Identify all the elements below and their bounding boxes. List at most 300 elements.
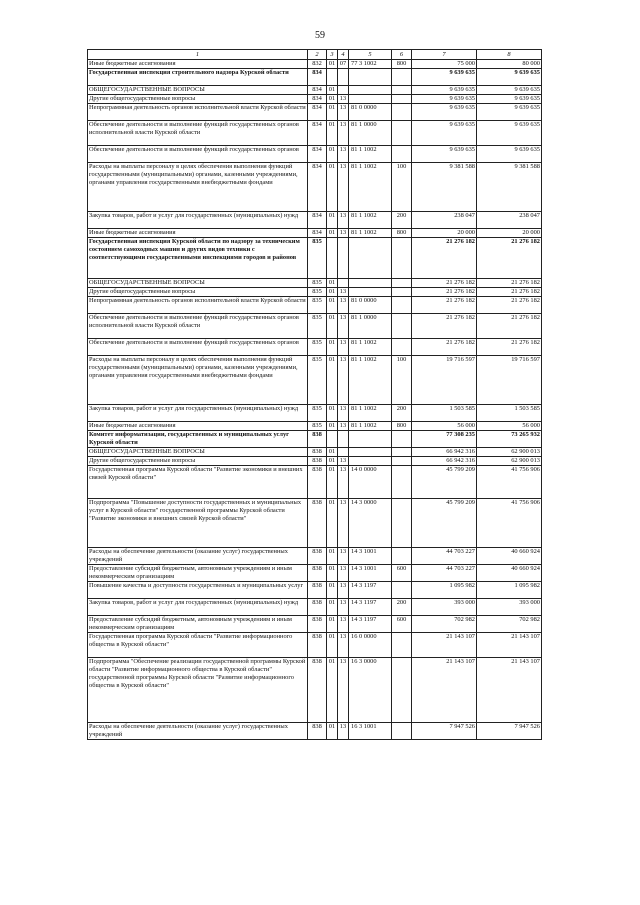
section-code-cell: 01	[327, 339, 338, 356]
row-name-cell: Государственная инспекция строительного надзора Курской области	[88, 69, 308, 86]
row-name-cell: Иные бюджетные ассигнования	[88, 422, 308, 431]
expense-type-cell	[392, 297, 412, 314]
section-code-cell: 01	[327, 616, 338, 633]
page-number: 59	[315, 30, 325, 41]
subsection-code-cell	[338, 431, 349, 448]
amount-year1-cell: 44 703 227	[412, 548, 477, 565]
section-code-cell: 01	[327, 599, 338, 616]
target-article-cell	[349, 457, 392, 466]
table-row	[88, 448, 542, 457]
amount-year1-cell: 21 143 107	[412, 633, 477, 658]
target-article-cell	[349, 288, 392, 297]
subsection-code-cell: 13	[338, 466, 349, 499]
amount-year1-cell: 9 639 635	[412, 146, 477, 163]
target-article-cell: 81 1 0000	[349, 121, 392, 146]
expense-type-cell	[392, 633, 412, 658]
table-row	[88, 616, 542, 633]
admin-code-cell: 838	[308, 448, 327, 457]
expense-type-cell: 100	[392, 163, 412, 212]
row-name-cell: Другие общегосударственные вопросы	[88, 95, 308, 104]
target-article-cell: 81 1 0000	[349, 314, 392, 339]
table-row	[88, 297, 542, 314]
amount-year2-cell: 702 982	[477, 616, 542, 633]
target-article-cell: 14 3 1001	[349, 548, 392, 565]
expense-type-cell: 600	[392, 616, 412, 633]
amount-year1-cell: 1 095 982	[412, 582, 477, 599]
amount-year2-cell: 80 000	[477, 60, 542, 69]
section-code-cell: 01	[327, 499, 338, 548]
amount-year2-cell: 9 639 635	[477, 95, 542, 104]
amount-year1-cell: 21 276 182	[412, 339, 477, 356]
expense-type-cell: 100	[392, 356, 412, 405]
row-name-cell: Закупка товаров, работ и услуг для государственных (муниципальных) нужд	[88, 599, 308, 616]
target-article-cell: 81 1 1002	[349, 422, 392, 431]
target-article-cell: 14 3 1197	[349, 582, 392, 599]
expense-type-cell: 800	[392, 422, 412, 431]
expense-type-cell	[392, 69, 412, 86]
amount-year2-cell: 40 660 924	[477, 548, 542, 565]
target-article-cell: 16 3 0000	[349, 658, 392, 723]
admin-code-cell: 835	[308, 297, 327, 314]
admin-code-cell: 835	[308, 356, 327, 405]
target-article-cell: 16 3 1001	[349, 723, 392, 740]
admin-code-cell: 838	[308, 633, 327, 658]
table-row	[88, 121, 542, 146]
target-article-cell: 81 1 1002	[349, 356, 392, 405]
row-name-cell: Предоставление субсидий бюджетным, автономным учреждениям и иным некоммерческим организациям	[88, 565, 308, 582]
subsection-code-cell: 13	[338, 163, 349, 212]
table-row	[88, 69, 542, 86]
section-code-cell	[327, 431, 338, 448]
column-header: 8	[477, 50, 542, 60]
table-row	[88, 229, 542, 238]
subsection-code-cell: 13	[338, 457, 349, 466]
admin-code-cell: 835	[308, 288, 327, 297]
amount-year2-cell: 9 639 635	[477, 104, 542, 121]
row-name-cell: Предоставление субсидий бюджетным, автономным учреждениям и иным некоммерческим организациям	[88, 616, 308, 633]
expense-type-cell	[392, 314, 412, 339]
section-code-cell: 01	[327, 723, 338, 740]
target-article-cell: 81 1 1002	[349, 212, 392, 229]
admin-code-cell: 835	[308, 238, 327, 279]
admin-code-cell: 835	[308, 314, 327, 339]
row-name-cell: Обеспечение деятельности и выполнение функций государственных органов исполнительной власти Курской области	[88, 314, 308, 339]
amount-year1-cell: 45 799 209	[412, 499, 477, 548]
amount-year2-cell: 9 639 635	[477, 121, 542, 146]
expense-type-cell	[392, 146, 412, 163]
row-name-cell: Повышение качества и доступности государственных и муниципальных услуг	[88, 582, 308, 599]
table-row	[88, 565, 542, 582]
table-row	[88, 104, 542, 121]
subsection-code-cell: 13	[338, 723, 349, 740]
amount-year2-cell: 62 900 013	[477, 448, 542, 457]
amount-year1-cell: 393 000	[412, 599, 477, 616]
amount-year1-cell: 45 799 209	[412, 466, 477, 499]
section-code-cell: 01	[327, 356, 338, 405]
target-article-cell: 14 3 0000	[349, 499, 392, 548]
amount-year2-cell: 21 276 182	[477, 279, 542, 288]
row-name-cell: Закупка товаров, работ и услуг для государственных (муниципальных) нужд	[88, 405, 308, 422]
table-row	[88, 95, 542, 104]
admin-code-cell: 835	[308, 279, 327, 288]
table-row	[88, 658, 542, 723]
amount-year2-cell: 21 276 182	[477, 297, 542, 314]
target-article-cell: 81 1 1002	[349, 229, 392, 238]
subsection-code-cell: 13	[338, 499, 349, 548]
amount-year1-cell: 238 047	[412, 212, 477, 229]
amount-year1-cell: 9 639 635	[412, 121, 477, 146]
subsection-code-cell: 13	[338, 297, 349, 314]
row-name-cell: Государственная программа Курской области "Развитие информационного общества в Курской области"	[88, 633, 308, 658]
admin-code-cell: 838	[308, 457, 327, 466]
amount-year2-cell: 21 143 107	[477, 658, 542, 723]
target-article-cell: 81 1 1002	[349, 405, 392, 422]
section-code-cell: 01	[327, 548, 338, 565]
subsection-code-cell: 13	[338, 229, 349, 238]
target-article-cell	[349, 95, 392, 104]
row-name-cell: Обеспечение деятельности и выполнение функций государственных органов	[88, 146, 308, 163]
section-code-cell: 01	[327, 212, 338, 229]
row-name-cell: Подпрограмма "Повышение доступности государственных и муниципальных услуг в Курской области" государственной программы Курской области "Развитие экономики и внешних связей Курской области"	[88, 499, 308, 548]
section-code-cell: 01	[327, 279, 338, 288]
amount-year1-cell: 77 308 235	[412, 431, 477, 448]
amount-year2-cell: 9 381 588	[477, 163, 542, 212]
amount-year1-cell: 21 143 107	[412, 658, 477, 723]
amount-year1-cell: 44 703 227	[412, 565, 477, 582]
expense-type-cell	[392, 121, 412, 146]
amount-year1-cell: 9 639 635	[412, 104, 477, 121]
column-header: 7	[412, 50, 477, 60]
section-code-cell: 01	[327, 565, 338, 582]
admin-code-cell: 834	[308, 69, 327, 86]
expense-type-cell	[392, 238, 412, 279]
subsection-code-cell: 13	[338, 288, 349, 297]
subsection-code-cell: 13	[338, 565, 349, 582]
table-row	[88, 212, 542, 229]
table-row	[88, 548, 542, 565]
amount-year1-cell: 9 639 635	[412, 69, 477, 86]
expense-type-cell	[392, 431, 412, 448]
column-header: 5	[349, 50, 392, 60]
section-code-cell: 01	[327, 163, 338, 212]
amount-year2-cell: 21 276 182	[477, 288, 542, 297]
admin-code-cell: 838	[308, 616, 327, 633]
section-code-cell: 01	[327, 582, 338, 599]
section-code-cell: 01	[327, 86, 338, 95]
amount-year1-cell: 20 000	[412, 229, 477, 238]
admin-code-cell: 834	[308, 86, 327, 95]
subsection-code-cell: 13	[338, 314, 349, 339]
expense-type-cell	[392, 104, 412, 121]
table-row	[88, 599, 542, 616]
expense-type-cell	[392, 457, 412, 466]
column-header: 2	[308, 50, 327, 60]
expense-type-cell	[392, 86, 412, 95]
amount-year2-cell: 1 095 982	[477, 582, 542, 599]
section-code-cell: 01	[327, 229, 338, 238]
target-article-cell: 14 3 1197	[349, 599, 392, 616]
section-code-cell: 01	[327, 95, 338, 104]
amount-year2-cell: 62 900 013	[477, 457, 542, 466]
expense-type-cell: 800	[392, 229, 412, 238]
admin-code-cell: 838	[308, 499, 327, 548]
row-name-cell: Непрограммная деятельность органов исполнительной власти Курской области	[88, 104, 308, 121]
expense-type-cell	[392, 658, 412, 723]
admin-code-cell: 838	[308, 658, 327, 723]
target-article-cell	[349, 431, 392, 448]
admin-code-cell: 835	[308, 422, 327, 431]
admin-code-cell: 834	[308, 163, 327, 212]
amount-year1-cell: 9 639 635	[412, 86, 477, 95]
target-article-cell: 81 1 1002	[349, 146, 392, 163]
row-name-cell: ОБЩЕГОСУДАРСТВЕННЫЕ ВОПРОСЫ	[88, 448, 308, 457]
amount-year2-cell: 20 000	[477, 229, 542, 238]
amount-year1-cell: 21 276 182	[412, 288, 477, 297]
admin-code-cell: 838	[308, 466, 327, 499]
amount-year1-cell: 21 276 182	[412, 279, 477, 288]
subsection-code-cell: 13	[338, 339, 349, 356]
amount-year1-cell: 19 716 597	[412, 356, 477, 405]
subsection-code-cell: 13	[338, 616, 349, 633]
section-code-cell: 01	[327, 60, 338, 69]
table-row	[88, 431, 542, 448]
subsection-code-cell	[338, 238, 349, 279]
column-header: 3	[327, 50, 338, 60]
table-row	[88, 238, 542, 279]
admin-code-cell: 832	[308, 60, 327, 69]
section-code-cell	[327, 69, 338, 86]
subsection-code-cell: 13	[338, 658, 349, 723]
row-name-cell: Расходы на выплаты персоналу в целях обеспечения выполнения функций государственными (муниципальными) органами, казенными учреждениями, органами управления государственными внебюджетными фондами	[88, 163, 308, 212]
amount-year2-cell: 1 503 585	[477, 405, 542, 422]
column-header: 6	[392, 50, 412, 60]
subsection-code-cell	[338, 86, 349, 95]
target-article-cell	[349, 86, 392, 95]
expense-type-cell	[392, 279, 412, 288]
column-header: 4	[338, 50, 349, 60]
admin-code-cell: 838	[308, 582, 327, 599]
section-code-cell: 01	[327, 448, 338, 457]
admin-code-cell: 838	[308, 548, 327, 565]
column-header-row	[88, 50, 542, 60]
table-row	[88, 466, 542, 499]
section-code-cell: 01	[327, 466, 338, 499]
expense-type-cell: 200	[392, 405, 412, 422]
table-row	[88, 499, 542, 548]
amount-year1-cell: 21 276 182	[412, 297, 477, 314]
expense-type-cell	[392, 448, 412, 457]
section-code-cell: 01	[327, 297, 338, 314]
admin-code-cell: 834	[308, 95, 327, 104]
section-code-cell: 01	[327, 146, 338, 163]
subsection-code-cell: 07	[338, 60, 349, 69]
amount-year2-cell: 21 276 182	[477, 314, 542, 339]
row-name-cell: Иные бюджетные ассигнования	[88, 60, 308, 69]
amount-year1-cell: 75 000	[412, 60, 477, 69]
expense-type-cell: 200	[392, 599, 412, 616]
admin-code-cell: 834	[308, 104, 327, 121]
row-name-cell: Расходы на выплаты персоналу в целях обеспечения выполнения функций государственными (муниципальными) органами, казенными учреждениями, органами управления государственными внебюджетными фондами	[88, 356, 308, 405]
table-row	[88, 633, 542, 658]
amount-year2-cell: 41 756 906	[477, 466, 542, 499]
admin-code-cell: 834	[308, 146, 327, 163]
amount-year2-cell: 21 276 182	[477, 339, 542, 356]
expense-type-cell: 600	[392, 565, 412, 582]
amount-year1-cell: 66 942 316	[412, 448, 477, 457]
section-code-cell: 01	[327, 658, 338, 723]
subsection-code-cell: 13	[338, 405, 349, 422]
expense-type-cell	[392, 466, 412, 499]
row-name-cell: Обеспечение деятельности и выполнение функций государственных органов	[88, 339, 308, 356]
row-name-cell: Подпрограмма "Обеспечение реализации государственной программы Курской области "Развитие информационного общества в Курской области" государственной программы Курской области "Развитие информационного общества в Курской области"	[88, 658, 308, 723]
table-body	[88, 60, 542, 740]
amount-year2-cell: 7 947 526	[477, 723, 542, 740]
expense-type-cell	[392, 499, 412, 548]
section-code-cell: 01	[327, 422, 338, 431]
amount-year2-cell: 56 000	[477, 422, 542, 431]
target-article-cell	[349, 448, 392, 457]
admin-code-cell: 834	[308, 229, 327, 238]
subsection-code-cell: 13	[338, 548, 349, 565]
amount-year2-cell: 9 639 635	[477, 146, 542, 163]
amount-year1-cell: 1 503 585	[412, 405, 477, 422]
expense-type-cell	[392, 288, 412, 297]
table-row	[88, 146, 542, 163]
expense-type-cell: 800	[392, 60, 412, 69]
row-name-cell: Обеспечение деятельности и выполнение функций государственных органов исполнительной власти Курской области	[88, 121, 308, 146]
subsection-code-cell: 13	[338, 95, 349, 104]
amount-year1-cell: 21 276 182	[412, 314, 477, 339]
table-row	[88, 163, 542, 212]
subsection-code-cell: 13	[338, 633, 349, 658]
target-article-cell: 16 0 0000	[349, 633, 392, 658]
subsection-code-cell: 13	[338, 582, 349, 599]
section-code-cell: 01	[327, 121, 338, 146]
table-row	[88, 314, 542, 339]
amount-year2-cell: 9 639 635	[477, 86, 542, 95]
section-code-cell: 01	[327, 314, 338, 339]
row-name-cell: Закупка товаров, работ и услуг для государственных (муниципальных) нужд	[88, 212, 308, 229]
row-name-cell: Другие общегосударственные вопросы	[88, 457, 308, 466]
target-article-cell: 81 1 1002	[349, 163, 392, 212]
amount-year1-cell: 9 639 635	[412, 95, 477, 104]
row-name-cell: Государственная программа Курской области "Развитие экономики и внешних связей Курской области"	[88, 466, 308, 499]
table-row	[88, 422, 542, 431]
table-row	[88, 405, 542, 422]
amount-year1-cell: 66 942 316	[412, 457, 477, 466]
admin-code-cell: 838	[308, 431, 327, 448]
admin-code-cell: 835	[308, 405, 327, 422]
column-header: 1	[88, 50, 308, 60]
table-row	[88, 582, 542, 599]
admin-code-cell: 834	[308, 212, 327, 229]
amount-year2-cell: 19 716 597	[477, 356, 542, 405]
row-name-cell: Расходы на обеспечение деятельности (оказание услуг) государственных учреждений	[88, 548, 308, 565]
target-article-cell	[349, 279, 392, 288]
row-name-cell: Расходы на обеспечение деятельности (оказание услуг) государственных учреждений	[88, 723, 308, 740]
row-name-cell: Комитет информатизации, государственных и муниципальных услуг Курской области	[88, 431, 308, 448]
subsection-code-cell	[338, 448, 349, 457]
amount-year2-cell: 21 276 182	[477, 238, 542, 279]
amount-year1-cell: 702 982	[412, 616, 477, 633]
expense-type-cell	[392, 723, 412, 740]
subsection-code-cell: 13	[338, 146, 349, 163]
section-code-cell: 01	[327, 633, 338, 658]
subsection-code-cell	[338, 69, 349, 86]
subsection-code-cell: 13	[338, 356, 349, 405]
target-article-cell	[349, 238, 392, 279]
section-code-cell: 01	[327, 405, 338, 422]
expense-type-cell	[392, 582, 412, 599]
row-name-cell: Непрограммная деятельность органов исполнительной власти Курской области	[88, 297, 308, 314]
target-article-cell: 81 0 0000	[349, 104, 392, 121]
expense-type-cell	[392, 548, 412, 565]
admin-code-cell: 838	[308, 599, 327, 616]
subsection-code-cell: 13	[338, 104, 349, 121]
amount-year2-cell: 41 756 906	[477, 499, 542, 548]
section-code-cell: 01	[327, 288, 338, 297]
table-row	[88, 356, 542, 405]
table-row	[88, 279, 542, 288]
row-name-cell: Другие общегосударственные вопросы	[88, 288, 308, 297]
target-article-cell: 14 3 1197	[349, 616, 392, 633]
amount-year1-cell: 9 381 588	[412, 163, 477, 212]
admin-code-cell: 838	[308, 565, 327, 582]
target-article-cell: 81 0 0000	[349, 297, 392, 314]
target-article-cell: 81 1 1002	[349, 339, 392, 356]
expense-type-cell: 200	[392, 212, 412, 229]
subsection-code-cell: 13	[338, 121, 349, 146]
row-name-cell: Иные бюджетные ассигнования	[88, 229, 308, 238]
admin-code-cell: 838	[308, 723, 327, 740]
section-code-cell: 01	[327, 104, 338, 121]
table-row	[88, 457, 542, 466]
subsection-code-cell: 13	[338, 599, 349, 616]
table-row	[88, 288, 542, 297]
table-row	[88, 60, 542, 69]
amount-year2-cell: 21 143 107	[477, 633, 542, 658]
admin-code-cell: 835	[308, 339, 327, 356]
section-code-cell	[327, 238, 338, 279]
subsection-code-cell	[338, 279, 349, 288]
subsection-code-cell: 13	[338, 422, 349, 431]
expense-type-cell	[392, 339, 412, 356]
target-article-cell: 14 0 0000	[349, 466, 392, 499]
amount-year1-cell: 21 276 182	[412, 238, 477, 279]
table-row	[88, 86, 542, 95]
amount-year2-cell: 40 660 924	[477, 565, 542, 582]
table-row	[88, 723, 542, 740]
row-name-cell: Государственная инспекция Курской области по надзору за техническим состоянием самоходных машин и других видов техники с соответствующими государственными инспекциями городов и районов	[88, 238, 308, 279]
row-name-cell: ОБЩЕГОСУДАРСТВЕННЫЕ ВОПРОСЫ	[88, 279, 308, 288]
table-row	[88, 339, 542, 356]
amount-year1-cell: 7 947 526	[412, 723, 477, 740]
amount-year2-cell: 9 639 635	[477, 69, 542, 86]
amount-year1-cell: 56 000	[412, 422, 477, 431]
row-name-cell: ОБЩЕГОСУДАРСТВЕННЫЕ ВОПРОСЫ	[88, 86, 308, 95]
section-code-cell: 01	[327, 457, 338, 466]
target-article-cell: 14 3 1001	[349, 565, 392, 582]
budget-table	[87, 49, 542, 740]
amount-year2-cell: 73 265 932	[477, 431, 542, 448]
expense-type-cell	[392, 95, 412, 104]
subsection-code-cell: 13	[338, 212, 349, 229]
target-article-cell: 77 3 1002	[349, 60, 392, 69]
admin-code-cell: 834	[308, 121, 327, 146]
amount-year2-cell: 238 047	[477, 212, 542, 229]
amount-year2-cell: 393 000	[477, 599, 542, 616]
target-article-cell	[349, 69, 392, 86]
